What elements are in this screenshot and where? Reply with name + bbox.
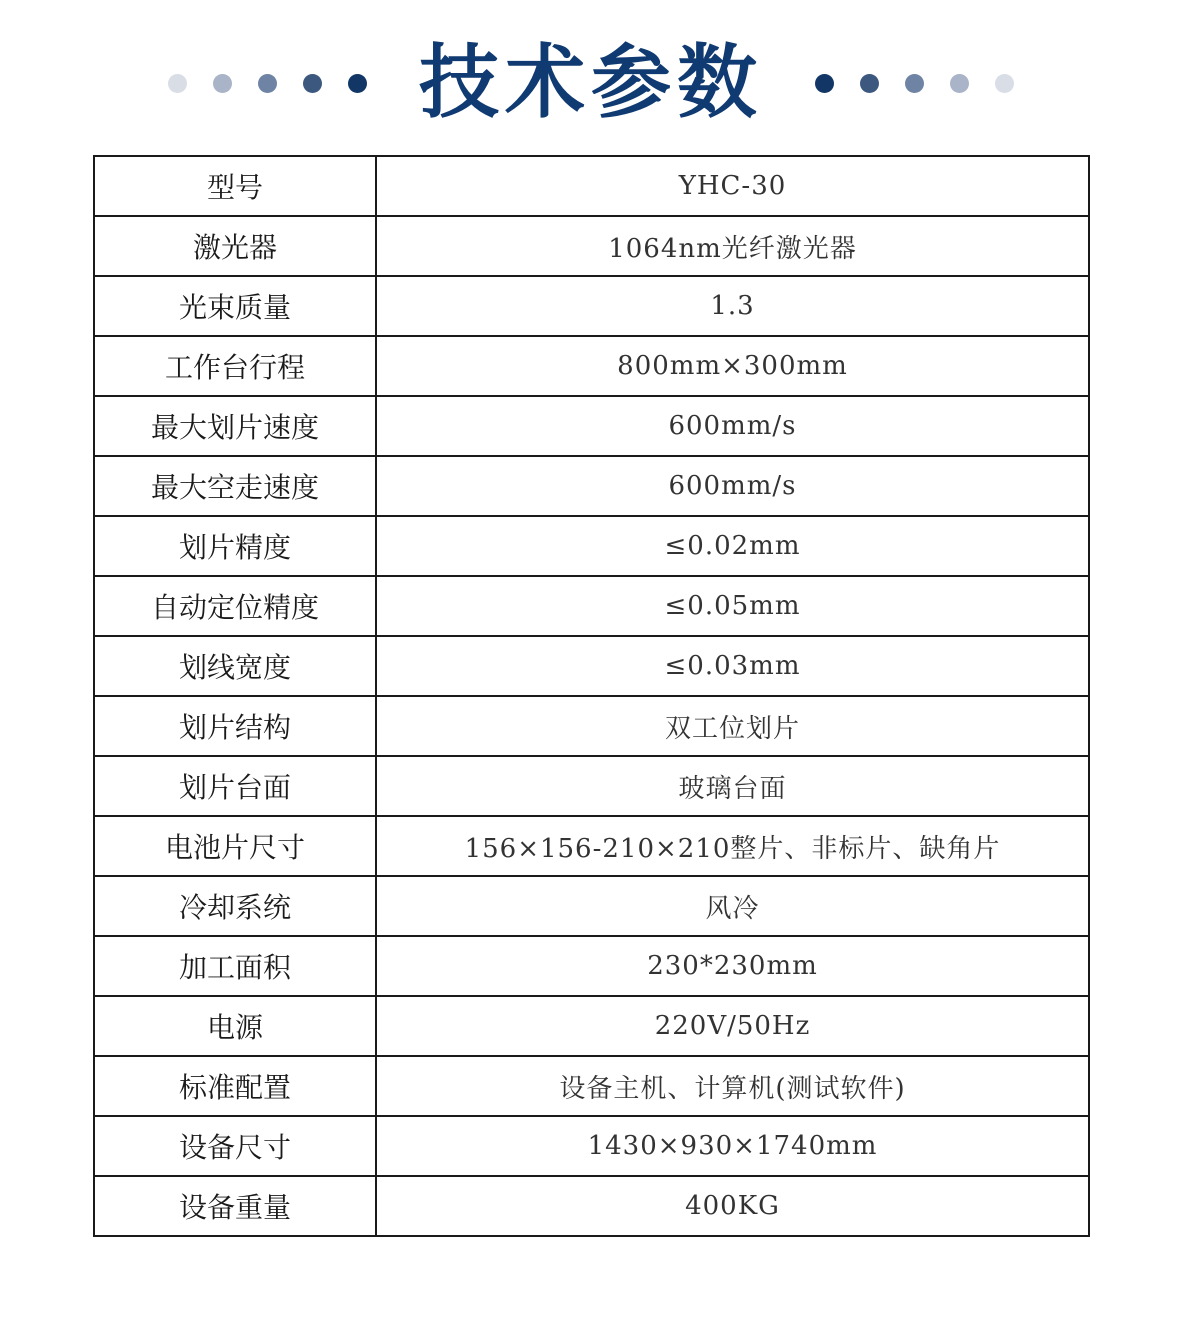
left-dots xyxy=(168,74,367,93)
table-row xyxy=(94,336,1089,396)
right-dots xyxy=(815,74,1014,93)
table-row xyxy=(94,1116,1089,1176)
decor-dot xyxy=(168,74,187,93)
table-row xyxy=(94,816,1089,876)
table-row xyxy=(94,936,1089,996)
spec-value: 1.3 xyxy=(376,276,1089,336)
spec-label: 工作台行程 xyxy=(94,336,376,396)
table-row xyxy=(94,1056,1089,1116)
spec-label: 最大空走速度 xyxy=(94,456,376,516)
spec-value: 600mm/s xyxy=(376,396,1089,456)
spec-label: 自动定位精度 xyxy=(94,576,376,636)
decor-dot xyxy=(258,74,277,93)
decor-dot xyxy=(995,74,1014,93)
table-row xyxy=(94,696,1089,756)
decor-dot xyxy=(348,74,367,93)
spec-label: 光束质量 xyxy=(94,276,376,336)
spec-label: 最大划片速度 xyxy=(94,396,376,456)
spec-label: 激光器 xyxy=(94,216,376,276)
table-row xyxy=(94,456,1089,516)
decor-dot xyxy=(950,74,969,93)
spec-value: YHC-30 xyxy=(376,156,1089,216)
spec-value: ≤0.02mm xyxy=(376,516,1089,576)
spec-value: 800mm×300mm xyxy=(376,336,1089,396)
spec-value: 1430×930×1740mm xyxy=(376,1116,1089,1176)
spec-value: 156×156-210×210整片、非标片、缺角片 xyxy=(376,816,1089,876)
spec-value: ≤0.03mm xyxy=(376,636,1089,696)
page-title: 技术参数 xyxy=(419,36,763,129)
spec-value: 230*230mm xyxy=(376,936,1089,996)
table-row xyxy=(94,156,1089,216)
decor-dot xyxy=(303,74,322,93)
spec-label: 设备尺寸 xyxy=(94,1116,376,1176)
spec-label: 电池片尺寸 xyxy=(94,816,376,876)
table-row xyxy=(94,516,1089,576)
section-header xyxy=(0,28,1182,138)
spec-table xyxy=(93,155,1090,1237)
table-row xyxy=(94,1176,1089,1236)
table-row xyxy=(94,996,1089,1056)
spec-value: 设备主机、计算机(测试软件) xyxy=(376,1056,1089,1116)
table-row xyxy=(94,576,1089,636)
spec-value: 600mm/s xyxy=(376,456,1089,516)
table-row xyxy=(94,276,1089,336)
decor-dot xyxy=(815,74,834,93)
spec-label: 划片精度 xyxy=(94,516,376,576)
spec-label: 型号 xyxy=(94,156,376,216)
spec-value: 1064nm光纤激光器 xyxy=(376,216,1089,276)
decor-dot xyxy=(905,74,924,93)
spec-value: 400KG xyxy=(376,1176,1089,1236)
table-row xyxy=(94,756,1089,816)
spec-value: ≤0.05mm xyxy=(376,576,1089,636)
spec-label: 划线宽度 xyxy=(94,636,376,696)
table-row xyxy=(94,216,1089,276)
spec-value: 220V/50Hz xyxy=(376,996,1089,1056)
decor-dot xyxy=(213,74,232,93)
spec-label: 加工面积 xyxy=(94,936,376,996)
spec-label: 设备重量 xyxy=(94,1176,376,1236)
spec-label: 划片台面 xyxy=(94,756,376,816)
spec-label: 划片结构 xyxy=(94,696,376,756)
spec-label: 标准配置 xyxy=(94,1056,376,1116)
table-row xyxy=(94,396,1089,456)
spec-value: 玻璃台面 xyxy=(376,756,1089,816)
decor-dot xyxy=(860,74,879,93)
spec-value: 双工位划片 xyxy=(376,696,1089,756)
spec-label: 电源 xyxy=(94,996,376,1056)
spec-label: 冷却系统 xyxy=(94,876,376,936)
table-row xyxy=(94,876,1089,936)
table-row xyxy=(94,636,1089,696)
spec-value: 风冷 xyxy=(376,876,1089,936)
